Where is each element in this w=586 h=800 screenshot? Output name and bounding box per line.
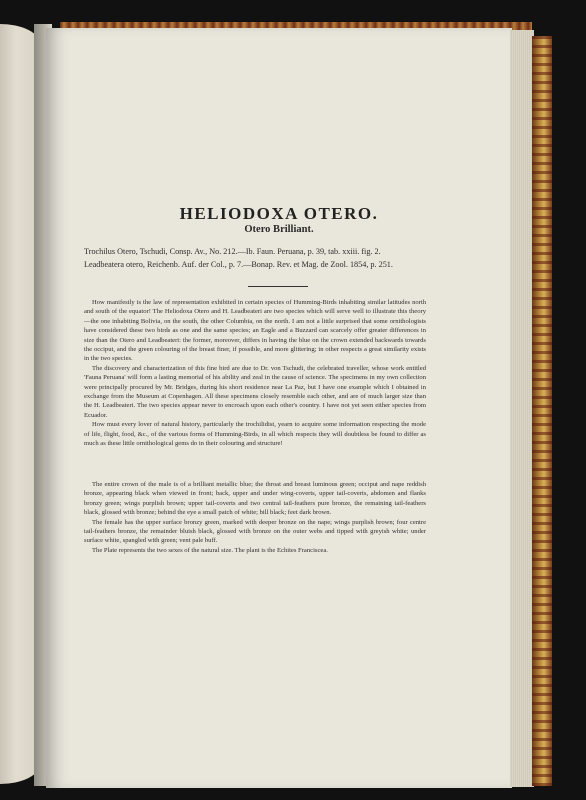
- reference-line: Trochilus Otero, Tschudi, Consp. Av., No. 212.—Ib. Faun. Peruana, p. 39, tab. xxiii. fig. 2.: [84, 247, 381, 256]
- paragraph: The Plate represents the two sexes of the natural size. The plant is the Echites Franciscea.: [92, 546, 328, 554]
- intro-text: [84, 298, 426, 449]
- page-title: HELIODOXA OTERO.: [179, 204, 379, 223]
- page-edges: [510, 30, 534, 787]
- paragraph: The entire crown of the male is of a brilliant metallic blue; the throat and breast luminous green; occiput and nape reddish bronze, appearing black when viewed in front; back, upper and under wing-coverts, upper tail-coverts, abdomen and flanks bronzy green; wings purplish brown; upper tail-coverts and two central tail-feathers pure bronze, the remaining tail-feathers black, glossed with bronze; behind the eye a small patch of white; bill black; feet dark brown.: [84, 481, 426, 517]
- divider-rule: [248, 286, 308, 287]
- paragraph: How must every lover of natural history, particularly the trochilidist, yearn to acquire some information respecting the mode of life, flight, food, &c., of the various forms of Humming-Birds, in all which respects they will doubtless be found to differ as much as these little ornithological gems do in their colouring and structure!: [84, 421, 426, 448]
- gilt-fore-edge: [532, 36, 552, 786]
- paragraph: The discovery and characterization of this fine bird are due to Dr. von Tschudi, the celebrated traveller, whose work entitled 'Fauna Peruana' will form a lasting memorial of his ability and zeal in the cause of science. The specimens in my own collection were principally procured by Mr. Bridges, during his short residence near La Paz, but I have one example which I obtained in exchange from the Museum at Copenhagen. All these specimens closely resemble each other, and are of much larger size than the H. Leadbeateri. The two species appear never to encroach upon each other's country. I have not yet seen either species from Ecuador.: [84, 364, 426, 419]
- description-text: [84, 480, 426, 555]
- paragraph: The female has the upper surface bronzy green, marked with deeper bronze on the nape; wings purplish brown; four centre tail-feathers bronze, the remainder bluish black, glossed with bronze on the outer webs and tipped with greyish white; under surface white, spangled with green; vent pale buff.: [84, 518, 426, 545]
- page-subtitle: Otero Brilliant.: [244, 224, 314, 235]
- paragraph: How manifestly is the law of representation exhibited in certain species of Humming-Birds inhabiting similar latitudes north and south of the equator! The Heliodoxa Otero and H. Leadbeateri are two species which will serve well to illustrate this theory—the one inhabiting Bolivia, on the south, the other Columbia, on the north. I am not a little surprised that some ornithologists have considered these two birds as one and the same species; an Eagle and a Buzzard can scarcely offer greater differences in size than the Otero and Leadbeateri: the former, moreover, differs in having the blue on the crown extended backwards towards the occiput, and the green colouring of the breast finer, if possible, and more glittering; in other respects a great similarity exists in the two species.: [84, 299, 426, 363]
- reference-line: Leadbeatera otero, Reichenb. Auf. der Col., p. 7.—Bonap. Rev. et Mag. de Zool. 1854, p. 251.: [84, 260, 393, 269]
